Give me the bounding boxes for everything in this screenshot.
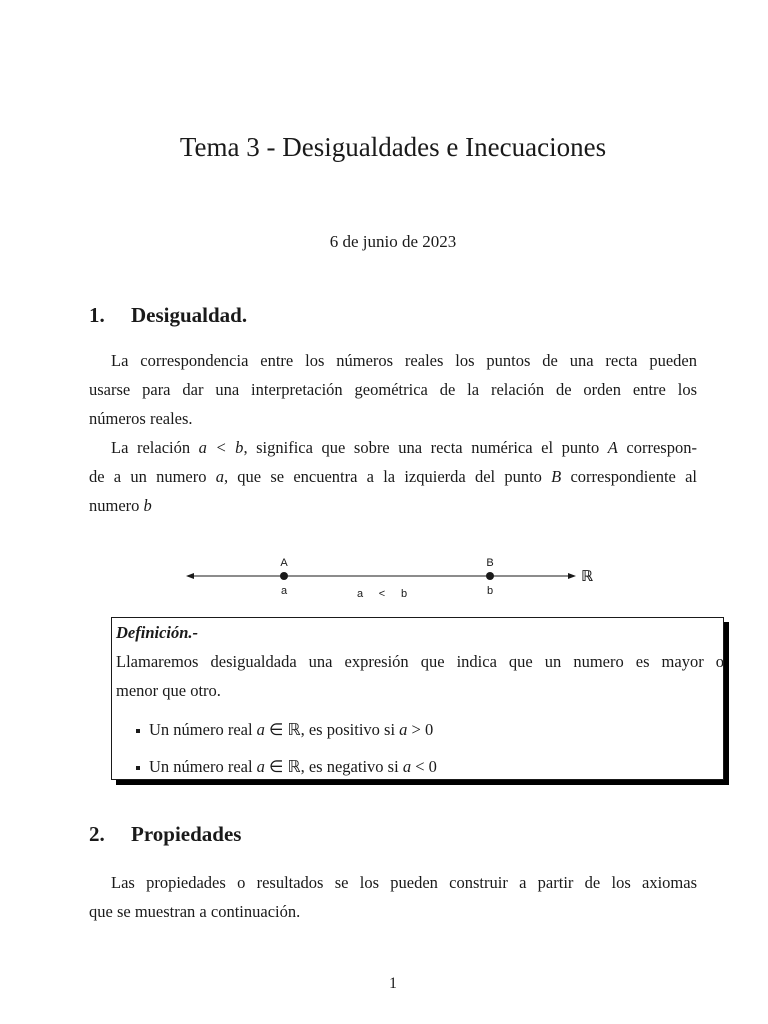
- section-1-number: 1.: [89, 303, 105, 327]
- section-2-paragraph-1: [89, 868, 697, 926]
- bullet-1-math: a: [256, 720, 265, 739]
- bullet-square-icon: [136, 766, 140, 770]
- bullet-1-text-a: Un número real: [149, 720, 257, 739]
- right-arrow-icon: [568, 573, 576, 579]
- definition-content: [116, 618, 724, 705]
- s1p1-line3: números reales.: [89, 409, 193, 428]
- section-2-title: Propiedades: [131, 822, 242, 846]
- definition-title: Definición.-: [116, 623, 199, 642]
- section-1-title: Desigualdad.: [131, 303, 248, 327]
- middle-label-b: b: [400, 588, 408, 600]
- bullet-2-math-2: a: [402, 757, 412, 776]
- s1p2-l1c: correspon-: [617, 438, 697, 457]
- s1p2-l1-math: a < b: [198, 438, 244, 457]
- middle-label-a: a: [356, 588, 364, 600]
- section-1-heading: [89, 303, 247, 328]
- bullet-1-text-c: > 0: [407, 720, 434, 739]
- section-1-paragraph-2: [89, 433, 697, 520]
- document-date: 6 de junio de 2023: [329, 232, 457, 251]
- s2p1-line2: que se muestran a continuación.: [89, 902, 301, 921]
- bullet-2-text-c: < 0: [411, 757, 437, 776]
- bullet-1-math-2: a: [399, 720, 408, 739]
- point-b-dot: [486, 572, 494, 580]
- definition-line-1: Llamaremos desigualdada una expresión que indica que un numero es mayor o: [116, 652, 724, 671]
- s1p2-l1b: , significa que sobre una recta numérica el punto: [243, 438, 608, 457]
- s1p2-l2-math2: B: [551, 467, 562, 486]
- s1p2-l2b: , que se encuentra a la izquierda del punto: [223, 467, 552, 486]
- s1p1-line1: La correspondencia entre los números reales los puntos de una recta pueden: [111, 351, 697, 370]
- point-a-dot: [280, 572, 288, 580]
- section-2-number: 2.: [89, 822, 105, 846]
- point-a-lower-label: a: [280, 585, 288, 597]
- s1p2-l1a: La relación: [111, 438, 199, 457]
- s2p1-line1: Las propiedades o resultados se los pueden construir a partir de los axiomas: [111, 873, 697, 892]
- definition-bullet-1: [136, 720, 433, 740]
- section-1-paragraph-1: [89, 346, 697, 433]
- bullet-2-text-a: Un número real: [149, 757, 257, 776]
- page-number: 1: [389, 975, 397, 992]
- middle-label-lt: <: [378, 588, 386, 600]
- document-title: Tema 3 - Desigualdades e Inecuaciones: [179, 132, 607, 162]
- point-a-upper-label: A: [280, 557, 288, 569]
- bullet-square-icon: [136, 729, 140, 733]
- definition-box: [111, 617, 724, 780]
- reals-symbol: ℝ: [581, 568, 594, 585]
- s1p1-line2: usarse para dar una interpretación geométrica de la relación de orden entre los: [89, 380, 697, 399]
- s1p2-l3-math: b: [143, 496, 152, 515]
- bullet-1-text-b: ∈ ℝ, es positivo si: [264, 720, 400, 739]
- s1p2-l2a: de a un numero: [89, 467, 216, 486]
- number-line-figure: [180, 550, 610, 605]
- definition-bullet-2: [136, 757, 437, 777]
- section-2-heading: [89, 822, 241, 847]
- bullet-2-text-b: ∈ ℝ, es negativo si: [264, 757, 403, 776]
- s1p2-l2-math: a: [215, 467, 224, 486]
- s1p2-l2c: correspondiente al: [561, 467, 697, 486]
- s1p2-l3a: numero: [89, 496, 144, 515]
- point-b-lower-label: b: [486, 585, 494, 597]
- point-b-upper-label: B: [486, 557, 494, 569]
- left-arrow-icon: [186, 573, 194, 579]
- bullet-2-math: a: [256, 757, 265, 776]
- s1p2-l1-math2: A: [607, 438, 618, 457]
- definition-line-2: menor que otro.: [116, 681, 221, 700]
